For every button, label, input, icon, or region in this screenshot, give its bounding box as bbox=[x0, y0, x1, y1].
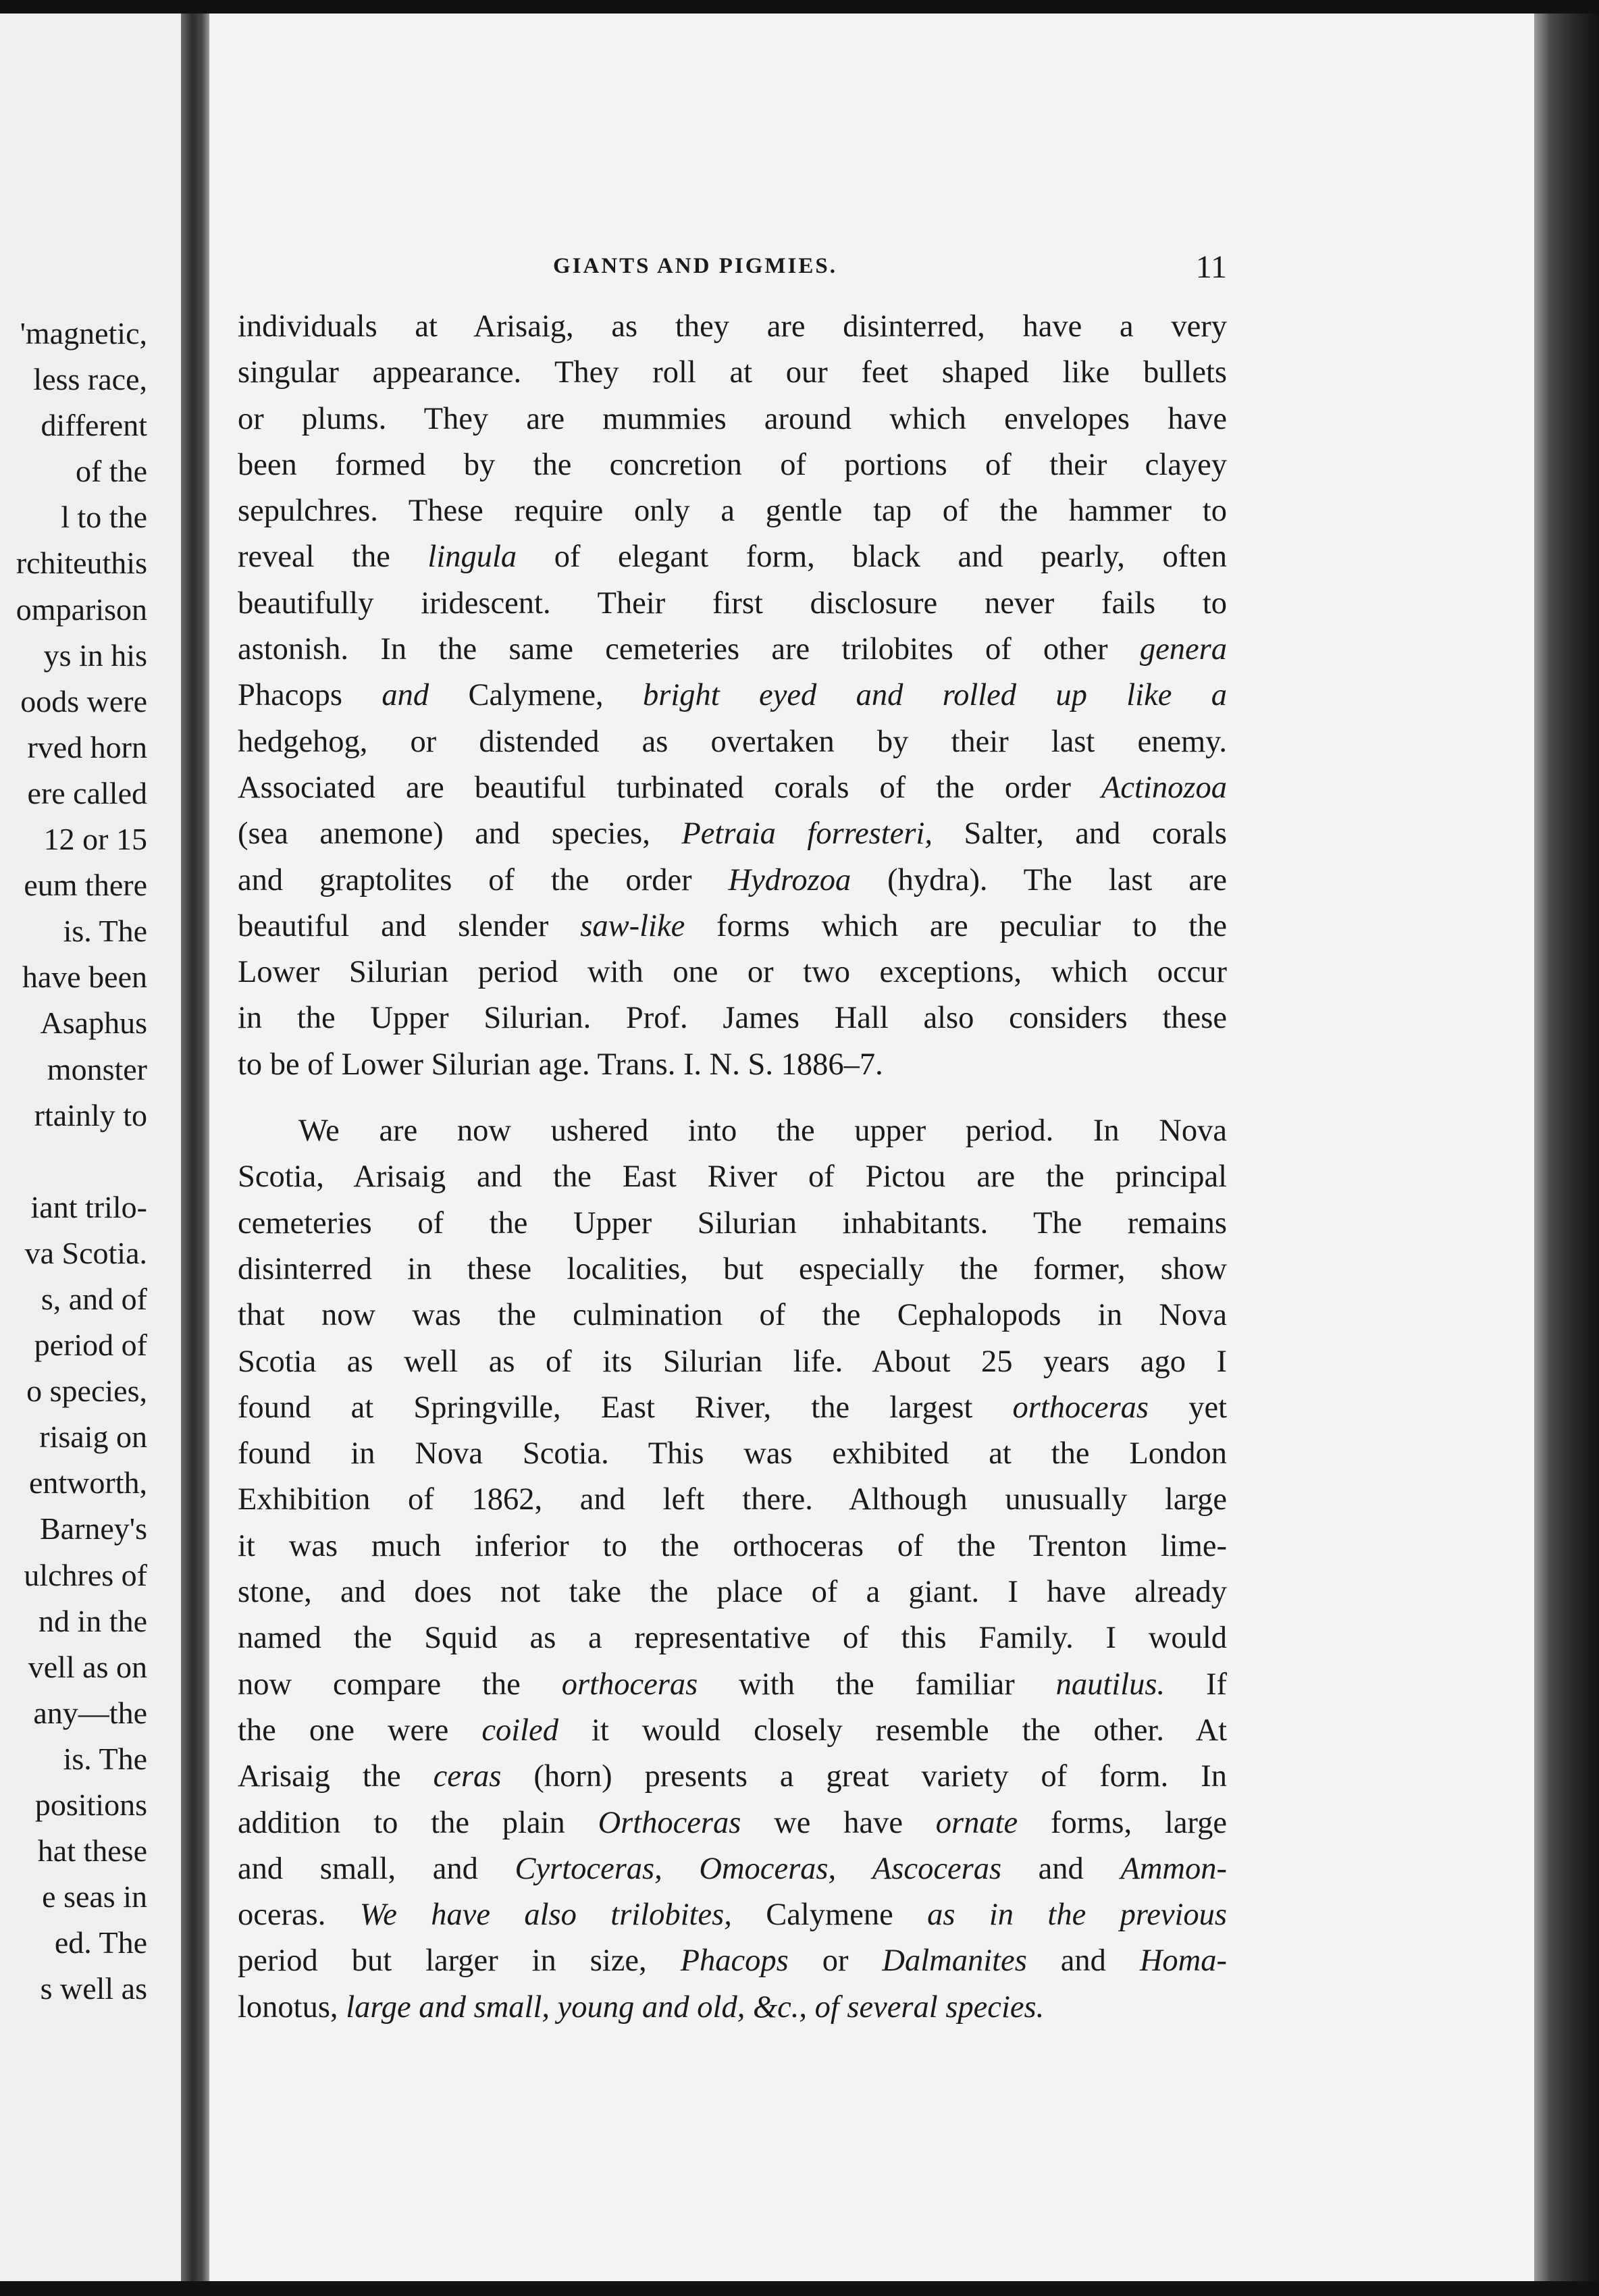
text-run: singular appearance. They roll at our feet shaped like bullets bbox=[238, 355, 1227, 390]
text-line bbox=[238, 350, 1227, 396]
text-run: addition to the plain bbox=[238, 1805, 598, 1840]
italic-term: bright eyed and rolled up like a bbox=[603, 678, 1227, 713]
facing-page-line: nd in the bbox=[38, 1603, 147, 1638]
italic-term: large and small, young and old, &c., of several species. bbox=[338, 1989, 1045, 2025]
text-line bbox=[238, 442, 1227, 488]
facing-page-line: risaig on bbox=[39, 1419, 147, 1455]
facing-page-line: hat these bbox=[37, 1833, 147, 1869]
text-line bbox=[238, 1800, 1227, 1846]
facing-page-line: any—the bbox=[33, 1695, 147, 1730]
text-run: Arisaig the bbox=[238, 1759, 434, 1794]
text-line bbox=[238, 949, 1227, 995]
scan-top-edge bbox=[0, 0, 1599, 14]
text-line bbox=[238, 304, 1227, 350]
text-run: forms, large bbox=[1018, 1805, 1228, 1840]
text-run: of elegant form, black and pearly, often bbox=[517, 540, 1227, 575]
facing-page-line: have been bbox=[22, 960, 147, 995]
text-run: forms which are peculiar to the bbox=[685, 908, 1227, 943]
text-run: Exhibition of 1862, and left there. Although unusually large bbox=[238, 1482, 1227, 1517]
text-run: to be of Lower Silurian age. Trans. I. N. S. 1886–7. bbox=[238, 1047, 883, 1082]
facing-page-line: 'magnetic, bbox=[20, 316, 147, 350]
text-run: with the familiar bbox=[698, 1667, 1056, 1702]
facing-page-line: oods were bbox=[20, 683, 147, 719]
text-line bbox=[238, 396, 1227, 442]
text-line bbox=[238, 627, 1227, 673]
paragraph-2 bbox=[238, 1108, 1227, 2031]
facing-page-line: monster bbox=[47, 1051, 147, 1087]
text-line bbox=[238, 1938, 1227, 1984]
facing-page-line: positions bbox=[34, 1788, 147, 1822]
italic-term: Hydrozoa bbox=[728, 862, 851, 897]
text-run: or bbox=[788, 1943, 883, 1979]
book-gutter bbox=[181, 14, 209, 2281]
text-run: We are now ushered into the upper period. In Nova bbox=[298, 1114, 1227, 1149]
text-run: (horn) presents a great variety of form. In bbox=[501, 1759, 1228, 1794]
text-run: (hydra). The last are bbox=[851, 862, 1228, 897]
text-line bbox=[238, 1569, 1227, 1615]
text-run: now compare the bbox=[238, 1667, 562, 1702]
text-line bbox=[238, 811, 1227, 857]
facing-page-line: va Scotia. bbox=[24, 1235, 147, 1270]
text-run: reveal the bbox=[238, 540, 428, 575]
text-line bbox=[238, 1523, 1227, 1569]
text-line bbox=[238, 1339, 1227, 1385]
text-line bbox=[238, 581, 1227, 627]
text-run: (sea anemone) and species, bbox=[238, 816, 682, 852]
text-line bbox=[238, 904, 1227, 949]
text-run: beautiful and slender bbox=[238, 908, 581, 943]
text-run: Salter, and corals bbox=[932, 816, 1227, 852]
facing-page-line: ulchres of bbox=[24, 1557, 147, 1592]
text-run: beautifully iridescent. Their first disclosure never fails to bbox=[238, 585, 1227, 621]
text-line bbox=[238, 1477, 1227, 1523]
italic-term: ceras bbox=[433, 1759, 502, 1794]
scan-bottom-edge bbox=[0, 2281, 1599, 2296]
italic-term: nautilus. bbox=[1055, 1667, 1165, 1702]
text-line bbox=[238, 488, 1227, 534]
text-run: Phacops bbox=[238, 678, 342, 713]
text-run: oceras. bbox=[238, 1898, 326, 1933]
facing-page-line: rved horn bbox=[27, 729, 147, 764]
text-line bbox=[238, 1846, 1227, 1892]
italic-term: and bbox=[342, 678, 469, 713]
italic-term: Homa- bbox=[1139, 1943, 1227, 1979]
text-line bbox=[238, 673, 1227, 719]
facing-page-line: period of bbox=[34, 1328, 147, 1363]
text-line bbox=[238, 1154, 1227, 1200]
facing-page-line: s, and of bbox=[41, 1281, 147, 1316]
page-edge-shadow bbox=[1534, 14, 1599, 2281]
text-run: and graptolites of the order bbox=[238, 862, 729, 897]
italic-term: coiled bbox=[481, 1713, 558, 1748]
italic-term: lingula bbox=[427, 540, 517, 575]
facing-page-line: o species, bbox=[26, 1374, 147, 1409]
text-run: Lower Silurian period with one or two exceptions, which occur bbox=[238, 955, 1227, 990]
text-line bbox=[238, 1662, 1227, 1708]
text-run: individuals at Arisaig, as they are disinterred, have a very bbox=[238, 309, 1227, 344]
text-run: hedgehog, or distended as overtaken by their last enemy. bbox=[238, 724, 1227, 759]
text-run: found in Nova Scotia. This was exhibited at the London bbox=[238, 1436, 1227, 1471]
text-run: it would closely resemble the other. At bbox=[558, 1713, 1227, 1748]
text-run: in the Upper Silurian. Prof. James Hall also considers these bbox=[238, 1001, 1227, 1036]
facing-page-line: 12 or 15 bbox=[43, 822, 147, 857]
text-line bbox=[238, 1431, 1227, 1477]
text-run: If bbox=[1165, 1667, 1227, 1702]
facing-page-line: eum there bbox=[24, 868, 147, 903]
italic-term: Petraia forresteri, bbox=[681, 816, 933, 852]
text-line bbox=[238, 1042, 1227, 1088]
text-line bbox=[238, 1708, 1227, 1754]
text-run: the one were bbox=[238, 1713, 482, 1748]
italic-term: Orthoceras bbox=[598, 1805, 741, 1840]
text-run: Calymene, bbox=[468, 678, 604, 713]
italic-term: We have also trilobites, bbox=[325, 1898, 766, 1933]
text-run: Scotia, Arisaig and the East River of Pictou are the principal bbox=[238, 1159, 1227, 1195]
text-line bbox=[238, 1201, 1227, 1247]
text-line bbox=[238, 1615, 1227, 1661]
text-run: cemeteries of the Upper Silurian inhabitants. The remains bbox=[238, 1205, 1227, 1241]
text-run: found at Springville, East River, the largest bbox=[238, 1390, 1013, 1425]
facing-page-line: rchiteuthis bbox=[16, 546, 147, 581]
italic-term: genera bbox=[1139, 632, 1227, 667]
italic-term: Phacops bbox=[680, 1943, 789, 1979]
italic-term: Cyrtoceras, Omoceras, Ascoceras bbox=[515, 1851, 1002, 1886]
facing-page-line: rtainly to bbox=[34, 1097, 147, 1132]
text-run: and small, and bbox=[238, 1851, 515, 1886]
facing-page-line: iant trilo- bbox=[30, 1189, 147, 1224]
text-run: been formed by the concretion of portions of their clayey bbox=[238, 447, 1227, 482]
text-line bbox=[238, 534, 1227, 580]
text-run: yet bbox=[1149, 1390, 1228, 1425]
italic-term: ornate bbox=[935, 1805, 1018, 1840]
text-run: Associated are beautiful turbinated corals of the order bbox=[238, 770, 1102, 805]
text-run: we have bbox=[741, 1805, 936, 1840]
italic-term: orthoceras bbox=[1012, 1390, 1149, 1425]
facing-page-line: vell as on bbox=[28, 1649, 147, 1684]
text-run: sepulchres. These require only a gentle tap of the hammer to bbox=[238, 494, 1227, 529]
text-line bbox=[238, 1108, 1227, 1154]
facing-page-lines bbox=[0, 311, 181, 2012]
text-run: Calymene bbox=[766, 1898, 893, 1933]
facing-page-line: s well as bbox=[40, 1971, 147, 2006]
italic-term: Dalmanites bbox=[882, 1943, 1027, 1979]
italic-term: saw-like bbox=[580, 908, 685, 943]
running-head bbox=[349, 249, 1227, 289]
facing-page-line: entworth, bbox=[28, 1465, 147, 1501]
paragraph-1 bbox=[238, 304, 1227, 1088]
text-line bbox=[238, 1754, 1227, 1800]
facing-page-line: is. The bbox=[63, 1741, 147, 1776]
facing-page-line: Asaphus bbox=[40, 1006, 147, 1041]
facing-page-line: Barney's bbox=[39, 1511, 147, 1546]
text-line bbox=[238, 858, 1227, 904]
text-line bbox=[238, 765, 1227, 811]
text-run: Scotia as well as of its Silurian life. About 25 years ago I bbox=[238, 1344, 1227, 1379]
body-text bbox=[238, 304, 1227, 2031]
text-run: stone, and does not take the place of a giant. I have already bbox=[238, 1575, 1227, 1610]
facing-page-line: ed. The bbox=[54, 1925, 147, 1960]
text-run: it was much inferior to the orthoceras of the Trenton lime- bbox=[238, 1528, 1227, 1563]
italic-term: Ammon- bbox=[1120, 1851, 1227, 1886]
text-line bbox=[238, 995, 1227, 1041]
text-line bbox=[238, 1293, 1227, 1338]
text-run: or plums. They are mummies around which envelopes have bbox=[238, 401, 1227, 436]
facing-page-line: ys in his bbox=[43, 637, 147, 673]
text-run: and bbox=[1001, 1851, 1121, 1886]
text-line bbox=[238, 1385, 1227, 1431]
text-run: period but larger in size, bbox=[238, 1943, 681, 1979]
facing-page-line: omparison bbox=[16, 592, 147, 627]
facing-page-line: is. The bbox=[63, 914, 147, 949]
text-run: and bbox=[1026, 1943, 1140, 1979]
facing-page-line: different bbox=[41, 408, 147, 443]
text-run: named the Squid as a representative of this Family. I would bbox=[238, 1621, 1227, 1656]
italic-term: orthoceras bbox=[561, 1667, 698, 1702]
facing-page-line: ere called bbox=[27, 775, 147, 810]
text-line bbox=[238, 1892, 1227, 1938]
facing-page-line bbox=[0, 1139, 181, 1184]
running-head-title: GIANTS AND PIGMIES. bbox=[553, 254, 837, 278]
facing-page-line: l to the bbox=[61, 500, 147, 535]
text-run: astonish. In the same cemeteries are trilobites of other bbox=[238, 632, 1140, 667]
text-run: that now was the culmination of the Cephalopods in Nova bbox=[238, 1298, 1227, 1333]
page-number: 11 bbox=[1195, 249, 1227, 285]
text-run: lonotus, bbox=[238, 1989, 338, 2025]
text-line bbox=[238, 1247, 1227, 1293]
facing-page-line: less race, bbox=[33, 362, 147, 397]
italic-term: Actinozoa bbox=[1101, 770, 1227, 805]
text-run: disinterred in these localities, but especially the former, show bbox=[238, 1251, 1227, 1286]
text-line bbox=[238, 719, 1227, 765]
text-line bbox=[238, 1985, 1227, 2031]
italic-term: as in the previous bbox=[893, 1898, 1227, 1933]
facing-page-line: of the bbox=[75, 454, 147, 489]
facing-page-fragment bbox=[0, 14, 181, 2281]
facing-page-line: e seas in bbox=[42, 1879, 147, 1914]
